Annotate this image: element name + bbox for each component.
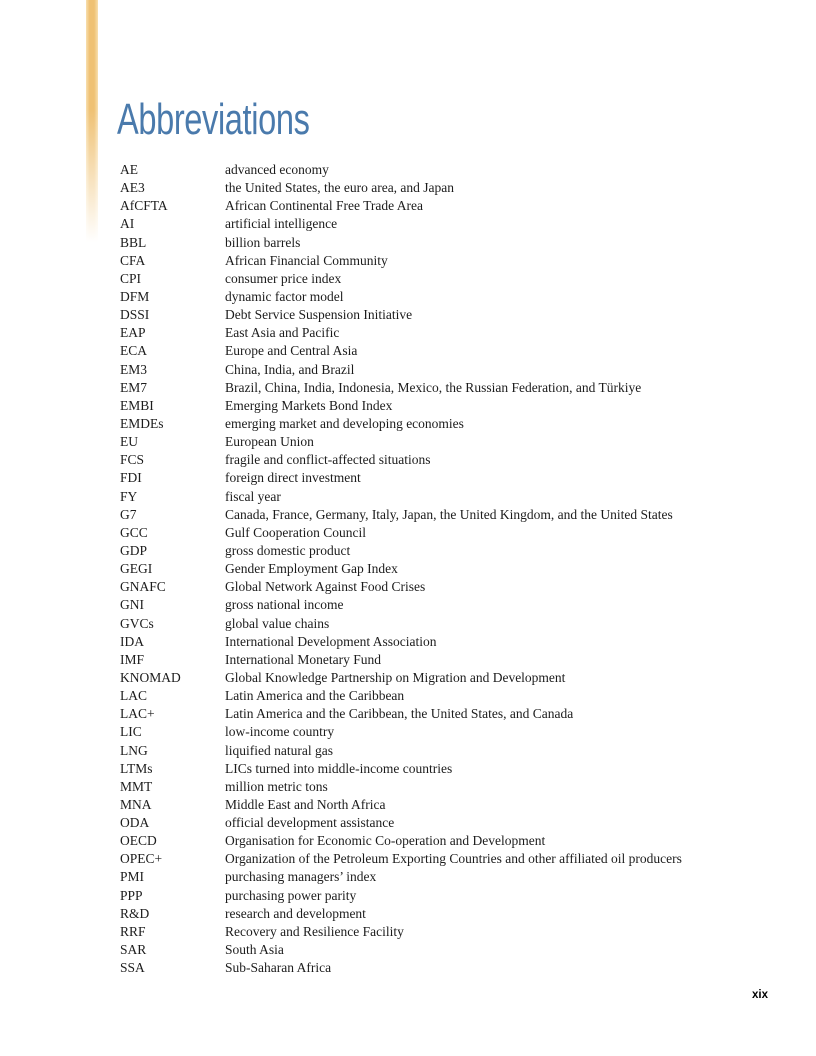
abbreviation-definition: LICs turned into middle-income countries <box>225 760 453 776</box>
abbreviation-row <box>120 306 780 324</box>
abbreviation-definition: Global Knowledge Partnership on Migration and Development <box>225 669 566 685</box>
abbreviation-row <box>120 488 780 506</box>
abbreviation-definition: research and development <box>225 905 366 921</box>
abbreviation-definition: million metric tons <box>225 778 328 794</box>
abbreviation-term: CPI <box>120 270 142 286</box>
abbreviation-term: LAC <box>120 688 147 704</box>
abbreviation-definition: dynamic factor model <box>225 288 344 304</box>
abbreviation-term: ODA <box>120 815 150 831</box>
abbreviation-definition: European Union <box>225 434 314 450</box>
abbreviation-row <box>120 234 780 252</box>
abbreviation-row <box>120 433 780 451</box>
abbreviation-term: FY <box>120 488 138 504</box>
abbreviation-definition: African Continental Free Trade Area <box>225 198 423 214</box>
abbreviation-definition: purchasing managers’ index <box>225 869 377 885</box>
abbreviation-row <box>120 324 780 342</box>
abbreviation-definition: Global Network Against Food Crises <box>225 579 426 595</box>
abbreviation-definition: global value chains <box>225 615 330 631</box>
abbreviation-term: IMF <box>120 651 145 667</box>
abbreviation-definition: Organization of the Petroleum Exporting Countries and other affiliated oil producers <box>225 851 682 867</box>
abbreviation-row <box>120 469 780 487</box>
abbreviation-row <box>120 633 780 651</box>
abbreviation-definition: International Development Association <box>225 633 437 649</box>
abbreviation-term: MNA <box>120 796 152 812</box>
abbreviation-row <box>120 197 780 215</box>
abbreviation-term: AfCFTA <box>120 198 168 214</box>
abbreviation-row <box>120 524 780 542</box>
abbreviation-row <box>120 179 780 197</box>
abbreviation-term: EU <box>120 434 138 450</box>
abbreviation-term: R&D <box>120 905 150 921</box>
abbreviation-row <box>120 651 780 669</box>
abbreviation-row <box>120 560 780 578</box>
abbreviation-definition: official development assistance <box>225 815 395 831</box>
abbreviation-term: EMDEs <box>120 415 164 431</box>
abbreviation-row <box>120 669 780 687</box>
abbreviation-row <box>120 687 780 705</box>
abbreviation-definition: the United States, the euro area, and Japan <box>225 180 455 196</box>
abbreviation-row <box>120 941 780 959</box>
abbreviation-term: G7 <box>120 506 137 522</box>
abbreviation-definition: fiscal year <box>225 488 281 504</box>
abbreviation-term: AI <box>120 216 135 232</box>
abbreviation-row <box>120 778 780 796</box>
abbreviation-term: ECA <box>120 343 147 359</box>
abbreviation-term: LIC <box>120 724 142 740</box>
abbreviation-definition: gross domestic product <box>225 542 351 558</box>
abbreviation-row <box>120 252 780 270</box>
abbreviation-row <box>120 270 780 288</box>
abbreviation-row <box>120 887 780 905</box>
abbreviation-row <box>120 596 780 614</box>
abbreviation-row <box>120 868 780 886</box>
abbreviation-row <box>120 361 780 379</box>
abbreviation-term: PPP <box>120 887 143 903</box>
abbreviation-term: EAP <box>120 325 146 341</box>
abbreviation-definition: Europe and Central Asia <box>225 343 358 359</box>
abbreviation-definition: low-income country <box>225 724 335 740</box>
abbreviation-term: DFM <box>120 288 150 304</box>
abbreviation-term: LTMs <box>120 760 153 776</box>
abbreviation-definition: Brazil, China, India, Indonesia, Mexico, the Russian Federation, and Türkiye <box>225 379 642 395</box>
abbreviation-term: SSA <box>120 960 145 976</box>
abbreviation-definition: Latin America and the Caribbean <box>225 688 405 704</box>
abbreviation-row <box>120 397 780 415</box>
abbreviation-term: LAC+ <box>120 706 155 722</box>
abbreviation-term: GNI <box>120 597 144 613</box>
abbreviation-term: FDI <box>120 470 142 486</box>
abbreviation-term: FCS <box>120 452 145 468</box>
abbreviation-definition: Latin America and the Caribbean, the United States, and Canada <box>225 706 574 722</box>
abbreviation-definition: Sub-Saharan Africa <box>225 960 332 976</box>
abbreviation-definition: emerging market and developing economies <box>225 415 464 431</box>
abbreviation-row <box>120 923 780 941</box>
abbreviation-term: KNOMAD <box>120 669 181 685</box>
abbreviation-term: OPEC+ <box>120 851 163 867</box>
abbreviation-term: CFA <box>120 252 146 268</box>
abbreviation-term: EMBI <box>120 397 154 413</box>
abbreviation-term: BBL <box>120 234 147 250</box>
abbreviation-definition: East Asia and Pacific <box>225 325 340 341</box>
abbreviation-definition: gross national income <box>225 597 344 613</box>
abbreviation-term: PMI <box>120 869 145 885</box>
abbreviation-term: AE <box>120 162 138 177</box>
accent-stripe <box>86 0 98 242</box>
abbreviation-term: SAR <box>120 942 147 958</box>
abbreviations-list <box>120 161 780 977</box>
abbreviation-definition: African Financial Community <box>225 252 388 268</box>
abbreviation-row <box>120 415 780 433</box>
abbreviation-row <box>120 796 780 814</box>
abbreviation-row <box>120 215 780 233</box>
abbreviation-term: GDP <box>120 542 148 558</box>
abbreviation-definition: Organisation for Economic Co-operation and Development <box>225 833 546 849</box>
abbreviation-row <box>120 451 780 469</box>
abbreviation-row <box>120 832 780 850</box>
abbreviation-term: GEGI <box>120 561 153 577</box>
abbreviation-term: RRF <box>120 923 146 939</box>
abbreviation-row <box>120 814 780 832</box>
abbreviation-definition: Recovery and Resilience Facility <box>225 923 404 939</box>
abbreviation-row <box>120 506 780 524</box>
abbreviation-definition: China, India, and Brazil <box>225 361 355 377</box>
abbreviation-definition: liquified natural gas <box>225 742 333 758</box>
abbreviation-definition: South Asia <box>225 942 284 958</box>
abbreviation-term: IDA <box>120 633 144 649</box>
abbreviation-row <box>120 905 780 923</box>
page-title: Abbreviations <box>117 95 310 144</box>
abbreviation-row <box>120 379 780 397</box>
abbreviation-row <box>120 760 780 778</box>
abbreviation-definition: International Monetary Fund <box>225 651 381 667</box>
abbreviation-definition: billion barrels <box>225 234 301 250</box>
abbreviation-row <box>120 959 780 977</box>
abbreviation-term: GCC <box>120 524 148 540</box>
abbreviation-definition: artificial intelligence <box>225 216 338 232</box>
abbreviation-row <box>120 705 780 723</box>
abbreviation-term: OECD <box>120 833 157 849</box>
abbreviation-definition: fragile and conflict-affected situations <box>225 452 431 468</box>
abbreviation-row <box>120 615 780 633</box>
abbreviation-row <box>120 742 780 760</box>
abbreviation-definition: Canada, France, Germany, Italy, Japan, the United Kingdom, and the United States <box>225 506 673 522</box>
abbreviation-definition: Emerging Markets Bond Index <box>225 397 393 413</box>
abbreviation-term: GVCs <box>120 615 154 631</box>
abbreviation-row <box>120 288 780 306</box>
abbreviation-term: LNG <box>120 742 148 758</box>
abbreviation-row <box>120 850 780 868</box>
abbreviation-definition: Gulf Cooperation Council <box>225 524 366 540</box>
abbreviation-definition: purchasing power parity <box>225 887 357 903</box>
abbreviation-row <box>120 342 780 360</box>
abbreviation-row <box>120 542 780 560</box>
abbreviation-definition: Gender Employment Gap Index <box>225 561 398 577</box>
abbreviation-definition: advanced economy <box>225 162 329 177</box>
page-number: xix <box>752 989 768 1001</box>
abbreviation-term: DSSI <box>120 307 150 323</box>
abbreviation-definition: consumer price index <box>225 270 342 286</box>
abbreviation-row <box>120 723 780 741</box>
abbreviation-definition: Debt Service Suspension Initiative <box>225 307 413 323</box>
abbreviation-term: EM3 <box>120 361 147 377</box>
abbreviation-definition: Middle East and North Africa <box>225 796 386 812</box>
abbreviation-term: AE3 <box>120 180 145 196</box>
abbreviation-term: GNAFC <box>120 579 166 595</box>
abbreviation-row <box>120 161 780 179</box>
abbreviation-term: MMT <box>120 778 153 794</box>
abbreviation-definition: foreign direct investment <box>225 470 361 486</box>
abbreviation-term: EM7 <box>120 379 147 395</box>
abbreviation-row <box>120 578 780 596</box>
